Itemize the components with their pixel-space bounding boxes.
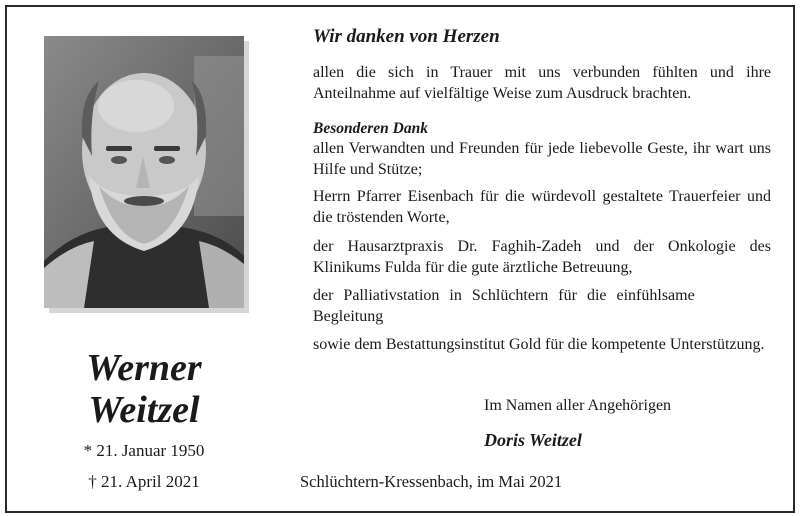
notice-heading: Wir danken von Herzen xyxy=(313,26,500,47)
on-behalf-line: Im Namen aller Angehörigen xyxy=(484,397,672,414)
portrait-photo xyxy=(44,36,244,308)
deceased-last-name: Weitzel xyxy=(88,389,200,431)
thanks-paragraph: sowie dem Bestattungsinstitut Gold für die kompetente Unterstützung. xyxy=(313,336,765,353)
thanks-paragraph: allen Verwandten und Freunden für jede liebevolle Geste, ihr wart uns Hilfe und Stütze; xyxy=(313,140,771,178)
death-date: † 21. April 2021 xyxy=(88,472,200,491)
special-thanks-heading: Besonderen Dank xyxy=(313,120,428,137)
intro-paragraph: allen die sich in Trauer mit uns verbunden fühlten und ihre Anteilnahme auf vielfältige Weise zum Ausdruck brachten. xyxy=(313,64,771,102)
thanks-paragraph: der Palliativstation in Schlüchtern für die einfühlsame Begleitung xyxy=(313,287,695,325)
deceased-first-name: Werner xyxy=(86,347,202,389)
thanks-paragraph: Herrn Pfarrer Eisenbach für die würdevoll gestaltete Trauerfeier und die tröstenden Worte, xyxy=(313,188,771,226)
thanks-paragraph: der Hausarztpraxis Dr. Faghih-Zadeh und der Onkologie des Klinikums Fulda für die gute ärztliche Betreuung, xyxy=(313,238,771,276)
birth-date: * 21. Januar 1950 xyxy=(83,441,205,460)
signatory-name: Doris Weitzel xyxy=(484,430,582,450)
place-date: Schlüchtern-Kressenbach, im Mai 2021 xyxy=(300,472,563,491)
